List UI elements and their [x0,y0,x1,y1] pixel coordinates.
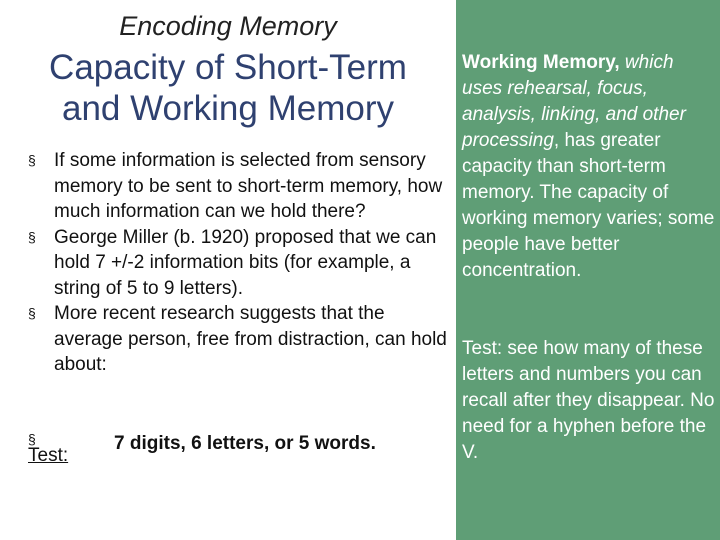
bullet-marker-icon: § [28,305,36,321]
title-line-2: and Working Memory [62,89,394,128]
bullet-item [28,301,448,378]
test-instructions: Test: see how many of these letters and numbers you can recall after they disappear. No need for a hyphen before the V. [462,338,715,463]
working-memory-detail: , has greater capacity than short-term memory. The capacity of working memory varies; some people have better concentration. [462,130,715,281]
bullet-text: If some information is selected from sensory memory to be sent to short-term memory, how much information can we hold there? [54,150,443,222]
bullet-marker-icon: § [28,228,36,245]
slide-title [10,47,446,129]
working-memory-term: Working Memory, [462,52,620,73]
slide-kicker: Encoding Memory [119,11,337,41]
bullet-item [28,225,448,302]
bullet-text: George Miller (b. 1920) proposed that we can hold 7 +/-2 information bits (for example, a string of 5 to 9 letters). [54,226,437,299]
test-answer: 7 digits, 6 letters, or 5 words. [114,433,376,454]
working-memory-paragraph [462,50,716,284]
bullet-marker-icon: § [28,431,36,447]
working-memory-description: which uses rehearsal, focus, analysis, linking, and other processing [462,52,686,151]
bullet-list [28,148,448,378]
bullet-text: More recent research suggests that the average person, free from distraction, can hold about: [54,303,447,375]
sidebar-panel [456,0,720,540]
title-line-1: Capacity of Short-Term [49,48,407,87]
bullet-marker-icon: § [28,152,36,168]
bullet-item [28,148,448,225]
test-label: Test: [28,445,69,466]
